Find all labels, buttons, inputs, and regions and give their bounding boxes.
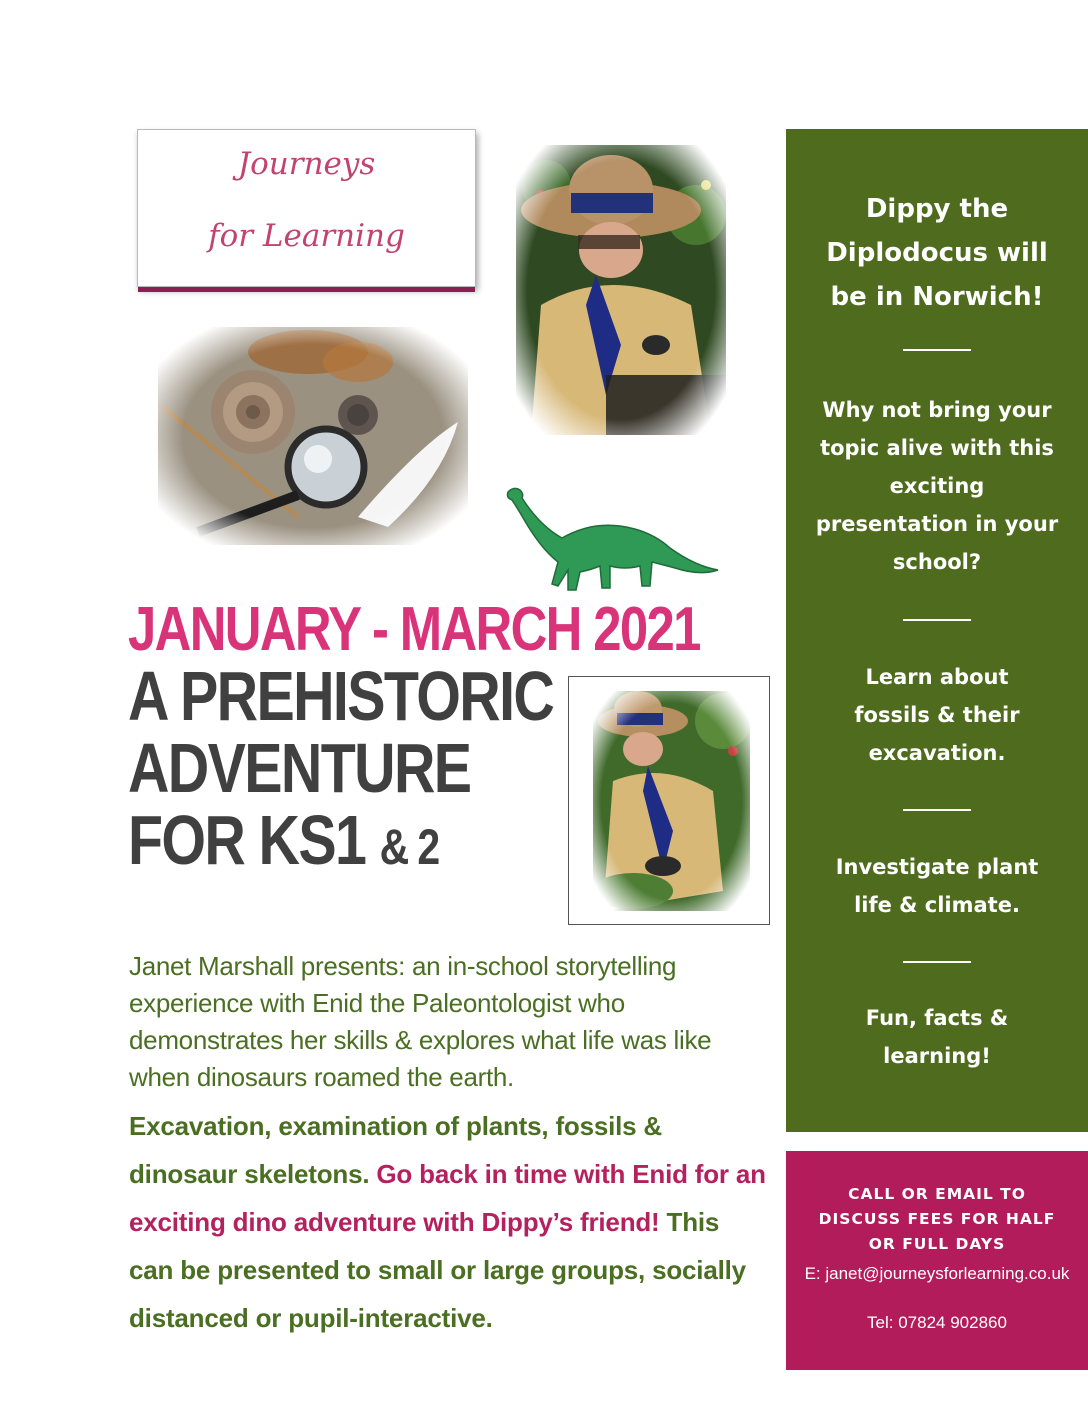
diplodocus-icon (500, 486, 722, 594)
detail-paragraph (129, 1102, 769, 1342)
detail-part-2: Go back in time with Enid for an exciting dino adventure with Dippy’s friend! (129, 1159, 766, 1237)
detail-part-3: This can be presented to small or large groups, socially distanced or pupil-interactive. (129, 1207, 746, 1333)
sidebar-divider-4 (786, 961, 1088, 963)
highlights-sidebar (786, 129, 1088, 1132)
sidebar-item-plant-life: Investigate plant life & climate. (835, 855, 1039, 917)
enid-excavating-photo (593, 691, 750, 911)
sidebar-heading: Dippy the Diplodocus will be in Norwich! (826, 194, 1048, 312)
title-line-2: ADVENTURE (128, 729, 471, 807)
title-amp-2: & 2 (379, 819, 439, 875)
logo-line-2: for Learning (208, 218, 405, 254)
date-range-heading: JANUARY - MARCH 2021 (128, 595, 700, 664)
sidebar-item-fossils: Learn about fossils & their excavation. (854, 665, 1020, 765)
enid-magnifier-photo (516, 145, 726, 435)
fossils-photo (158, 327, 468, 545)
contact-call-to-action: CALL OR EMAIL TO DISCUSS FEES FOR HALF OR FULL DAYS (818, 1185, 1056, 1253)
title-ks1: FOR KS1 (128, 801, 366, 879)
intro-paragraph: Janet Marshall presents: an in-school storytelling experience with Enid the Paleontologist who demonstrates her skills & explores what life was like when dinosaurs roamed the earth. (129, 951, 712, 1092)
sidebar-divider-3 (786, 809, 1088, 811)
title-line-1: A PREHISTORIC (128, 657, 554, 735)
sidebar-divider-2 (786, 619, 1088, 621)
programme-title (128, 657, 554, 883)
sidebar-item-fun-facts: Fun, facts & learning! (865, 1006, 1009, 1068)
contact-email[interactable]: E: janet@journeysforlearning.co.uk (804, 1264, 1070, 1283)
contact-telephone[interactable]: Tel: 07824 902860 (867, 1313, 1007, 1332)
logo-line-1: Journeys (237, 146, 376, 182)
title-line-3 (128, 801, 553, 883)
sidebar-item-topic: Why not bring your topic alive with this exciting presentation in your school? (815, 398, 1059, 574)
sidebar-divider-1 (786, 349, 1088, 351)
detail-part-1: Excavation, examination of plants, fossils & dinosaur skeletons. (129, 1111, 663, 1189)
journeys-for-learning-logo (137, 129, 476, 287)
contact-box (786, 1151, 1088, 1370)
